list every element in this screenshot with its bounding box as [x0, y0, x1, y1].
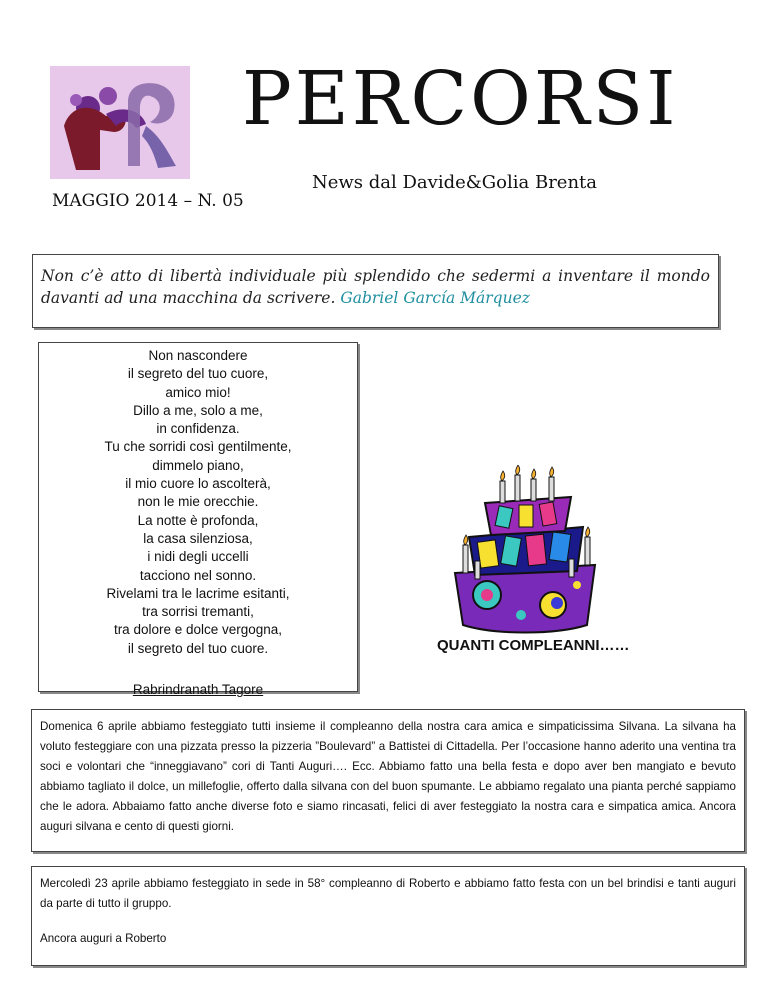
- newsletter-subtitle: News dal Davide&Golia Brenta: [312, 172, 598, 193]
- poem-line: Non nascondere: [148, 348, 248, 363]
- poem-line: dimmelo piano,: [152, 457, 244, 473]
- news-article-roberto: [31, 866, 745, 966]
- quote-box: [32, 254, 719, 328]
- poem-line: il mio cuore lo ascolterà,: [125, 476, 271, 492]
- news-closing: Ancora auguri a Roberto: [40, 932, 167, 945]
- poem-line: tra dolore e dolce vergogna,: [113, 622, 283, 638]
- poem-line: Rivelami tra le lacrime esitanti,: [106, 585, 290, 601]
- association-logo: [50, 66, 190, 179]
- poem-author: Rabrindranath Tagore: [132, 682, 264, 698]
- poem-line: Tu che sorridi così gentilmente,: [104, 439, 292, 455]
- poem-line: tacciono nel sonno.: [139, 567, 257, 583]
- poem-line: il segreto del tuo cuore,: [127, 366, 269, 382]
- poem-box: [38, 342, 358, 698]
- poem-line: la casa silenziosa,: [143, 530, 253, 546]
- poem-line: non le mie orecchie.: [137, 494, 259, 510]
- issue-label: MAGGIO 2014 – N. 05: [52, 191, 244, 211]
- quote-author: Gabriel García Márquez: [340, 289, 530, 307]
- poem-line: i nidi degli uccelli: [147, 549, 249, 565]
- quote-text: Non c’è atto di libertà individuale più splendido che sedermi a inventare il mondo davanti ad una macchina da scrivere.: [41, 267, 710, 307]
- poem-lines: [39, 347, 357, 658]
- quote: [41, 265, 710, 309]
- news-text: Domenica 6 aprile abbiamo festeggiato tutti insieme il compleanno della nostra cara amica e simpaticissima Silvana. La silvana ha voluto festeggiare con una pizzata presso la pizzeria ”Boulevard” a Battistei di Cittadella. Per l’occasione hanno aderito una ventina tra soci e volontari che “inneggiavano” cori di Tanti Auguri…. Ecc. Abbiamo fatto una bella festa e dopo aver ben mangiato e bevuto abbiamo tagliato il dolce, un millefoglie, offerto dalla silvana con del buon spumante. Le abbiamo regalato una pianta perché sappiamo che le adora. Abbaiamo fatto anche diverse foto e siamo rincasati, felici di aver festeggiato la nostra cara e simpatica amica. Ancora auguri silvana e cento di questi giorni.: [40, 720, 736, 833]
- poem-line: in confidenza.: [156, 421, 240, 437]
- birthday-cake-illustration: [445, 465, 605, 635]
- newsletter-title: PERCORSI: [242, 56, 679, 142]
- cake-caption: QUANTI COMPLEANNI……: [437, 637, 630, 654]
- poem-line: La notte è profonda,: [137, 512, 259, 528]
- poem-line: tra sorrisi tremanti,: [142, 604, 254, 620]
- news-text: Mercoledì 23 aprile abbiamo festeggiato in sede in 58° compleanno di Roberto e abbiamo fatto festa con un bel brindisi e tanti auguri da parte di tutto il gruppo.: [40, 877, 736, 910]
- poem-line: il segreto del tuo cuore.: [127, 640, 269, 656]
- news-article-silvana: [31, 709, 745, 852]
- poem-line: Dillo a me, solo a me,: [133, 402, 263, 418]
- poem-line: amico mio!: [165, 384, 231, 400]
